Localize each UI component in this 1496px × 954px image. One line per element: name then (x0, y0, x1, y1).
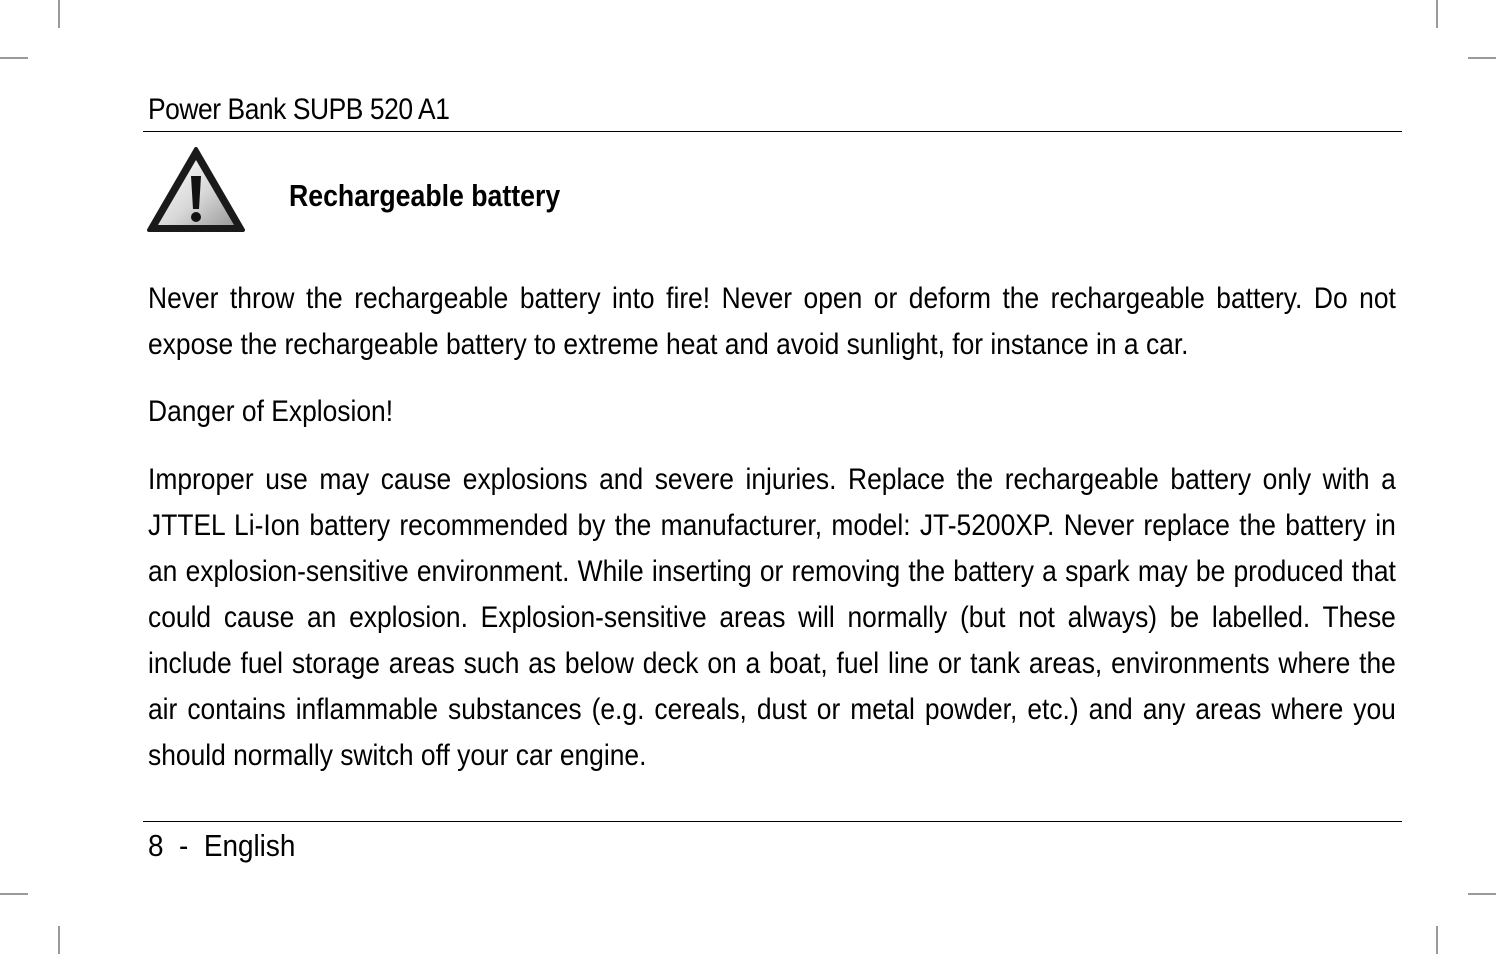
paragraph-explosion-danger: Danger of Explosion! (148, 395, 394, 428)
footer-separator: - (179, 828, 189, 863)
warning-triangle-icon (146, 146, 246, 234)
document-header-title: Power Bank SUPB 520 A1 (148, 93, 450, 126)
footer-rule (143, 821, 1402, 822)
footer-language: English (203, 828, 296, 863)
crop-mark-bottom-left-vertical (58, 926, 60, 954)
crop-mark-top-right-horizontal (1468, 57, 1496, 59)
crop-mark-top-right-vertical (1436, 0, 1438, 28)
crop-mark-bottom-right-vertical (1436, 926, 1438, 954)
crop-mark-top-left-horizontal (0, 57, 28, 59)
crop-mark-bottom-left-horizontal (0, 893, 28, 895)
crop-mark-bottom-right-horizontal (1468, 893, 1496, 895)
section-heading: Rechargeable battery (289, 178, 561, 213)
paragraph-improper-use: Improper use may cause explosions and severe injuries. Replace the rechargeable battery only with a JTTEL Li-Ion battery recommended by the manufacturer, model: JT-5200XP. Never replace the battery in an explosion-sensitive environment. While inserting or removing the battery a spark may be produced that could cause an explosion. Explosion-sensitive areas will normally (but not always) be labelled. These include fuel storage areas such as below deck on a boat, fuel line or tank areas, environments where the air contains inflammable substances (e.g. cereals, dust or metal powder, etc.) and any areas where you should normally switch off your car engine. (148, 463, 1396, 772)
page-number: 8 (148, 828, 164, 863)
page-footer (148, 826, 295, 866)
header-rule (143, 131, 1402, 132)
paragraph-fire-heat-warning: Never throw the rechargeable battery into fire! Never open or deform the rechargeable battery. Do not expose the rechargeable battery to extreme heat and avoid sunlight, for instance in a car. (148, 282, 1396, 361)
crop-mark-top-left-vertical (58, 0, 60, 28)
